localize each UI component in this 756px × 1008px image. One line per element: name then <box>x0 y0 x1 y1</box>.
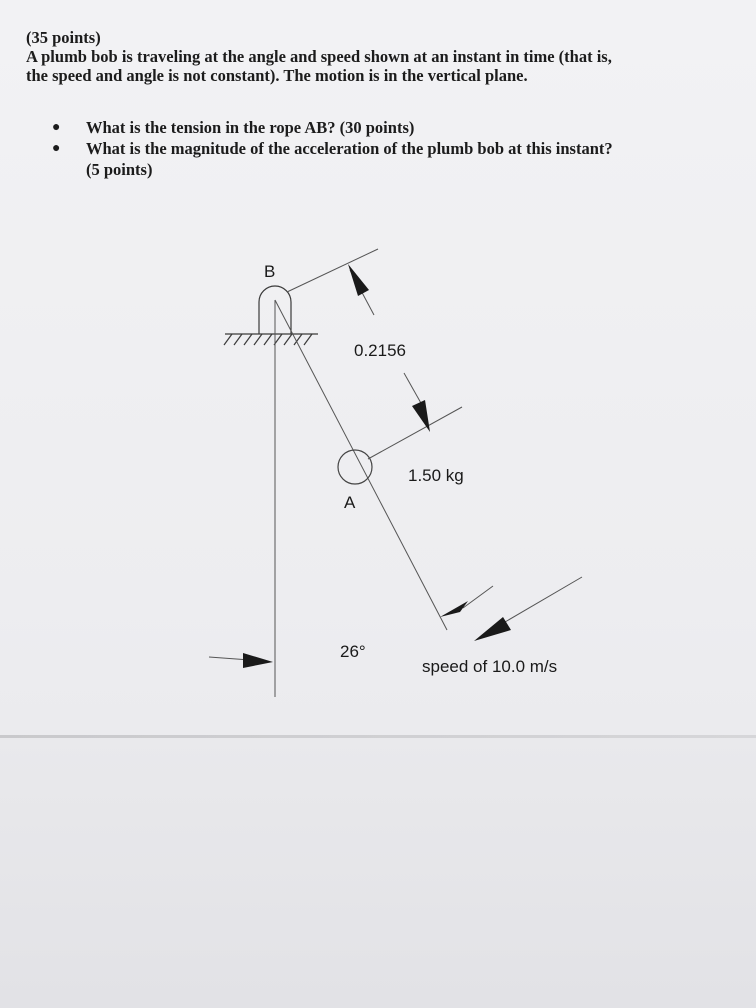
bullet-icon: ● <box>52 141 61 156</box>
dimension-arrow-bottom-icon <box>412 400 430 432</box>
bullet-icon: ● <box>52 120 61 135</box>
label-b: B <box>264 262 276 281</box>
problem-line-1: A plumb bob is traveling at the angle and speed shown at an instant in time (that is, <box>26 47 612 66</box>
speed-label: speed of 10.0 m/s <box>422 657 558 676</box>
question-text: What is the tension in the rope AB? (30 points) <box>86 118 415 137</box>
mass-label: 1.50 kg <box>408 466 464 485</box>
problem-line-2: the speed and angle is not constant). The motion is in the vertical plane. <box>26 66 528 85</box>
angle-arrow-icon <box>243 653 273 668</box>
velocity-arrow-top-icon <box>440 601 468 617</box>
velocity-arrow-shaft <box>505 577 582 622</box>
question-text: What is the magnitude of the acceleration of the plumb bob at this instant? <box>86 139 613 158</box>
ceiling-support <box>224 334 318 345</box>
points-label: (35 points) <box>26 28 101 47</box>
velocity-arrow-shaft-top <box>463 586 493 608</box>
dimension-extension-bottom <box>368 407 462 459</box>
angle-label: 26° <box>340 642 366 661</box>
velocity-arrow-icon <box>474 617 511 641</box>
plumb-bob-circle <box>338 450 372 484</box>
length-label: 0.2156 <box>354 341 406 360</box>
label-a: A <box>344 493 356 512</box>
question-text: (5 points) <box>86 160 153 179</box>
dimension-arrow-top-icon <box>348 264 369 296</box>
